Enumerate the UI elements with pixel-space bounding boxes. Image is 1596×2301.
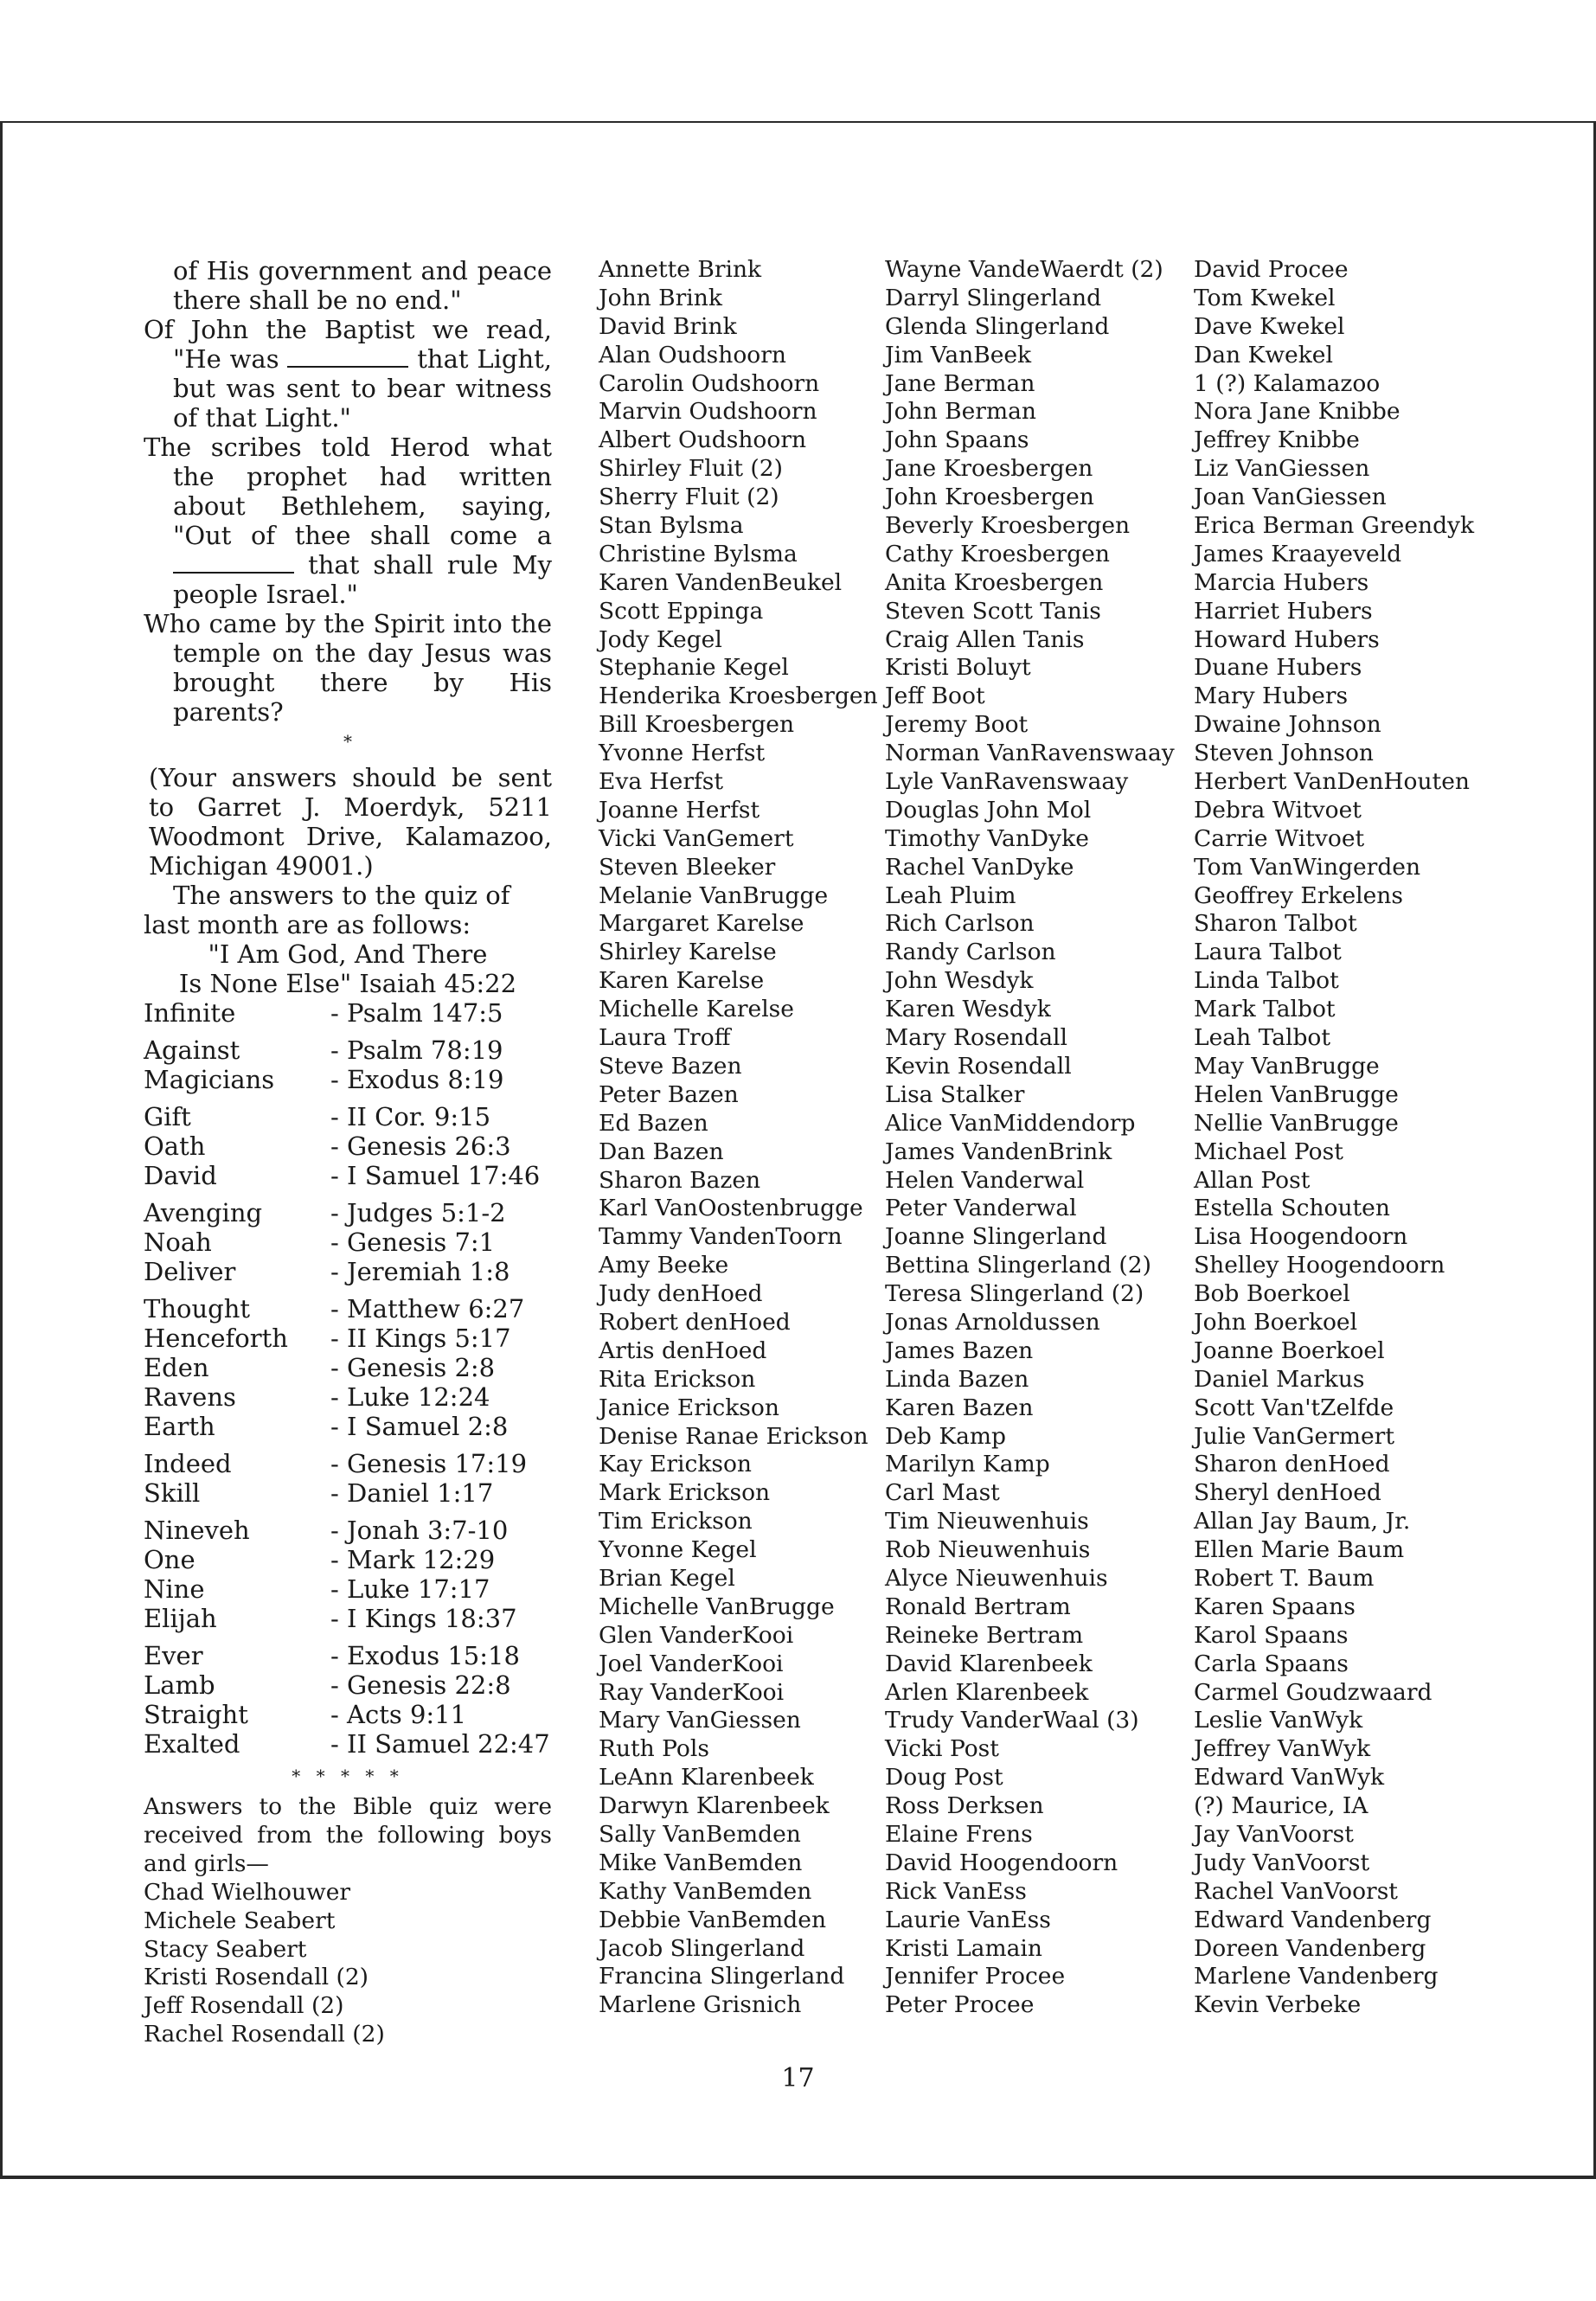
respondent-name: Sherry Fluit (2) — [599, 484, 779, 511]
respondent-name: Shirley Karelse — [599, 939, 777, 966]
respondent-name: James Bazen — [885, 1336, 1034, 1364]
respondent-name: Edward Vandenberg — [1194, 1906, 1432, 1933]
answer-row — [144, 1670, 552, 1700]
quiz-question-john-baptist — [144, 315, 552, 433]
respondent-name: Bettina Slingerland (2) — [885, 1252, 1151, 1279]
answer-row — [144, 1257, 552, 1286]
respondent-name: Jane Kroesbergen — [885, 455, 1093, 483]
respondent-name: Rachel Rosendall (2) — [144, 2021, 385, 2048]
separator-star: * — [343, 731, 352, 752]
respondent-name: Rich Carlson — [885, 910, 1035, 938]
respondent-name: Sheryl denHoed — [1194, 1479, 1381, 1507]
respondent-name: Tim Nieuwenhuis — [885, 1508, 1089, 1535]
respondent-name: James Kraayeveld — [1194, 540, 1402, 567]
respondent-name: Linda Bazen — [885, 1365, 1029, 1393]
answer-reference: - Psalm 78:19 — [330, 1035, 503, 1065]
respondent-name: Francina Slingerland — [599, 1963, 845, 1990]
answer-row — [144, 1574, 552, 1604]
answer-reference: - I Samuel 17:46 — [330, 1161, 541, 1190]
respondent-name: Doug Post — [885, 1764, 1003, 1791]
answer-word: Eden — [144, 1353, 209, 1382]
respondent-name: Elaine Frens — [885, 1820, 1033, 1848]
respondents-column-4 — [1194, 256, 1574, 2020]
question-text-part1: Of John the Baptist we read, "He was — [144, 315, 552, 374]
respondent-name: Dwaine Johnson — [1194, 711, 1381, 739]
respondent-name: Craig Allen Tanis — [885, 625, 1085, 653]
page-number: 17 — [781, 2063, 815, 2093]
respondent-name: Joan VanGiessen — [1194, 484, 1387, 511]
respondent-name: Peter Vanderwal — [885, 1195, 1077, 1222]
respondent-name: Joanne Herfst — [599, 796, 760, 824]
respondent-name: Wayne VandeWaerdt (2) — [885, 256, 1163, 283]
answer-reference: - Genesis 7:1 — [330, 1227, 496, 1257]
answer-blank — [287, 349, 408, 368]
answer-word: Deliver — [144, 1257, 236, 1286]
answer-reference: - II Cor. 9:15 — [330, 1102, 491, 1131]
respondent-name: Peter Procee — [885, 1991, 1035, 2019]
respondent-name: Scott Eppinga — [599, 597, 764, 625]
respondent-name: Nellie VanBrugge — [1194, 1109, 1399, 1137]
respondent-name: David Brink — [599, 312, 737, 340]
respondent-name: Beverly Kroesbergen — [885, 512, 1131, 540]
answer-word: Noah — [144, 1227, 212, 1257]
answer-word: Earth — [144, 1412, 215, 1441]
respondent-name: Mark Talbot — [1194, 996, 1336, 1023]
respondent-name: Jay VanVoorst — [1194, 1820, 1354, 1848]
answer-reference: - Genesis 26:3 — [330, 1131, 511, 1161]
answer-reference: - Judges 5:1-2 — [330, 1198, 506, 1227]
answer-row — [144, 1729, 552, 1759]
respondent-name: Howard Hubers — [1194, 625, 1380, 653]
respondents-column-3 — [885, 256, 1188, 2020]
respondent-name: Judy VanVoorst — [1194, 1849, 1370, 1876]
respondent-name: Ross Derksen — [885, 1792, 1044, 1820]
answer-reference: - Genesis 22:8 — [330, 1670, 511, 1700]
respondent-name: 1 (?) Kalamazoo — [1194, 369, 1381, 397]
respondent-name: Allan Jay Baum, Jr. — [1194, 1508, 1411, 1535]
answer-word: Infinite — [144, 998, 236, 1028]
send-answers-note: (Your answers should be sent to Garret J. Moerdyk, 5211 Woodmont Drive, Kalamazoo, Michigan 49001.) — [149, 763, 552, 881]
respondent-name: Kevin Rosendall — [885, 1052, 1072, 1080]
respondent-name: Debra Witvoet — [1194, 796, 1362, 824]
respondent-name: Robert T. Baum — [1194, 1564, 1375, 1592]
answer-word: Magicians — [144, 1065, 275, 1094]
respondent-name: Alan Oudshoorn — [599, 341, 786, 369]
respondent-name: Tom VanWingerden — [1194, 853, 1421, 881]
respondent-name: Tom Kwekel — [1194, 284, 1336, 311]
respondent-name: Dave Kwekel — [1194, 312, 1345, 340]
answer-reference: - Genesis 17:19 — [330, 1449, 528, 1478]
received-intro: Answers to the Bible quiz were received from the following boys and girls— — [144, 1793, 552, 1877]
answer-row — [144, 1161, 552, 1190]
quiz-question-continuation: of His government and peace there shall be no end." — [173, 256, 552, 315]
respondent-name: Judy denHoed — [599, 1280, 763, 1308]
respondent-name: Michele Seabert — [144, 1907, 336, 1934]
respondent-name: Carl Mast — [885, 1479, 1000, 1507]
respondent-name: Jennifer Procee — [885, 1963, 1066, 1990]
answer-row — [144, 1700, 552, 1729]
respondent-name: Debbie VanBemden — [599, 1906, 827, 1933]
answer-reference: - Acts 9:11 — [330, 1700, 467, 1729]
respondent-name: Sharon Talbot — [1194, 910, 1357, 938]
respondent-list — [144, 1879, 552, 2049]
respondent-name: David Hoogendoorn — [885, 1849, 1118, 1876]
answer-row — [144, 1102, 552, 1131]
respondent-name: Karl VanOostenbrugge — [599, 1195, 863, 1222]
answer-word: Ever — [144, 1641, 203, 1670]
respondent-name: John Boerkoel — [1194, 1308, 1358, 1336]
respondent-name: Shirley Fluit (2) — [599, 455, 783, 483]
respondent-name: Karen Spaans — [1194, 1593, 1356, 1620]
respondent-name: Rita Erickson — [599, 1365, 756, 1393]
respondent-name: Dan Bazen — [599, 1138, 724, 1165]
respondent-name: Kristi Rosendall (2) — [144, 1964, 369, 1991]
respondent-name: Albert Oudshoorn — [599, 426, 807, 454]
respondent-name: Karen Bazen — [885, 1394, 1034, 1421]
quiz-column — [144, 256, 552, 2049]
respondent-name: Darryl Slingerland — [885, 284, 1102, 311]
respondent-name: Melanie VanBrugge — [599, 881, 829, 909]
respondent-name: Karen Wesdyk — [885, 996, 1051, 1023]
respondent-name: David Procee — [1194, 256, 1349, 283]
respondent-name: Michael Post — [1194, 1138, 1343, 1165]
respondent-name: Christine Bylsma — [599, 540, 798, 567]
respondent-name: Eva Herfst — [599, 768, 724, 796]
answer-reference: - II Samuel 22:47 — [330, 1729, 550, 1759]
respondent-name: Anita Kroesbergen — [885, 568, 1104, 596]
respondent-name: May VanBrugge — [1194, 1052, 1380, 1080]
respondent-name: Leah Pluim — [885, 881, 1016, 909]
answers-intro: The answers to the quiz of last month are as follows: — [144, 881, 510, 939]
respondent-name: Dan Kwekel — [1194, 341, 1333, 369]
respondent-name: Rick VanEss — [885, 1877, 1027, 1905]
respondent-name: Cathy Kroesbergen — [885, 540, 1110, 567]
respondent-name: Marvin Oudshoorn — [599, 398, 817, 426]
respondent-name: Kristi Lamain — [885, 1934, 1042, 1962]
respondent-name: Bill Kroesbergen — [599, 711, 795, 739]
answer-word: Exalted — [144, 1729, 240, 1759]
respondent-name: John Berman — [885, 398, 1036, 426]
respondent-name: Marlene Grisnich — [599, 1991, 802, 2019]
respondents-column-2 — [599, 256, 878, 2020]
respondent-name: Mary VanGiessen — [599, 1707, 801, 1734]
answer-word: Against — [144, 1035, 240, 1065]
respondent-name: Kristi Boluyt — [885, 654, 1031, 682]
respondent-name: Steven Johnson — [1194, 740, 1374, 767]
respondent-name: Deb Kamp — [885, 1422, 1007, 1450]
answer-word: Elijah — [144, 1604, 217, 1633]
respondent-name: Amy Beeke — [599, 1252, 729, 1279]
respondent-name: Carla Spaans — [1194, 1650, 1349, 1677]
respondent-name: Scott Van'tZelfde — [1194, 1394, 1394, 1421]
respondent-name: Karol Spaans — [1194, 1621, 1349, 1649]
respondent-name: Tim Erickson — [599, 1508, 753, 1535]
question-text-part2: that shall rule My people Israel." — [173, 550, 553, 609]
answer-reference: - Daniel 1:17 — [330, 1478, 494, 1508]
answer-blank — [173, 554, 294, 574]
answer-row — [144, 1516, 552, 1545]
respondent-name: Carrie Witvoet — [1194, 824, 1365, 852]
respondent-name: Trudy VanderWaal (3) — [885, 1707, 1139, 1734]
respondent-name: Ed Bazen — [599, 1109, 708, 1137]
respondent-name: Vicki Post — [885, 1735, 999, 1763]
answer-row — [144, 1449, 552, 1478]
respondent-name: Stephanie Kegel — [599, 654, 789, 682]
respondent-name: Steven Bleeker — [599, 853, 776, 881]
answer-word: Lamb — [144, 1670, 215, 1700]
respondent-name: Carolin Oudshoorn — [599, 369, 820, 397]
answer-word: One — [144, 1545, 195, 1574]
answer-word: Nine — [144, 1574, 205, 1604]
respondent-name: John Kroesbergen — [885, 484, 1094, 511]
respondent-name: LeAnn Klarenbeek — [599, 1764, 814, 1791]
respondent-name: Lisa Stalker — [885, 1080, 1025, 1108]
respondent-name: John Wesdyk — [885, 967, 1034, 995]
respondent-name: Ronald Bertram — [885, 1593, 1071, 1620]
respondent-name: John Brink — [599, 284, 722, 311]
respondent-name: Jeremy Boot — [885, 711, 1029, 739]
respondent-name: Jacob Slingerland — [599, 1934, 805, 1962]
respondent-name: Jeffrey Knibbe — [1194, 426, 1360, 454]
respondent-name: Annette Brink — [599, 256, 762, 283]
answer-word: Henceforth — [144, 1324, 288, 1353]
respondent-name: Steve Bazen — [599, 1052, 742, 1080]
respondent-name: Artis denHoed — [599, 1336, 767, 1364]
respondent-name: Vicki VanGemert — [599, 824, 794, 852]
respondent-name: Sally VanBemden — [599, 1820, 801, 1848]
answer-row — [144, 1324, 552, 1353]
respondent-name: Jane Berman — [885, 369, 1035, 397]
respondent-name: Daniel Markus — [1194, 1365, 1365, 1393]
respondent-name: Jeffrey VanWyk — [1194, 1735, 1371, 1763]
respondent-name: Karen Karelse — [599, 967, 765, 995]
answer-row — [144, 1545, 552, 1574]
respondent-name: Joel VanderKooi — [599, 1650, 784, 1677]
respondent-name: Duane Hubers — [1194, 654, 1362, 682]
answer-row — [144, 1035, 552, 1065]
answer-word: Avenging — [144, 1198, 263, 1227]
answer-reference: - I Kings 18:37 — [330, 1604, 517, 1633]
respondent-name: Kay Erickson — [599, 1451, 752, 1478]
respondent-name: Nora Jane Knibbe — [1194, 398, 1401, 426]
respondent-name: Peter Bazen — [599, 1080, 739, 1108]
respondent-name: (?) Maurice, IA — [1194, 1792, 1368, 1820]
respondent-name: Mary Hubers — [1194, 683, 1349, 710]
respondent-name: Alyce Nieuwenhuis — [885, 1564, 1108, 1592]
quiz-title-line2: Is None Else" Isaiah 45:22 — [178, 969, 517, 998]
quiz-title-line1: "I Am God, And There — [208, 939, 488, 969]
respondent-name: Michelle VanBrugge — [599, 1593, 835, 1620]
respondent-name: Mike VanBemden — [599, 1849, 803, 1876]
respondent-name: Douglas John Mol — [885, 796, 1092, 824]
answer-row — [144, 1353, 552, 1382]
answer-reference: - Exodus 8:19 — [330, 1065, 504, 1094]
answer-row — [144, 1065, 552, 1094]
answer-reference: - Mark 12:29 — [330, 1545, 496, 1574]
respondent-name: Marlene Vandenberg — [1194, 1963, 1439, 1990]
respondent-name: Jonas Arnoldussen — [885, 1308, 1100, 1336]
respondent-name: Yvonne Kegel — [599, 1536, 757, 1564]
answer-key — [144, 998, 552, 1759]
respondent-name: Michelle Karelse — [599, 996, 794, 1023]
respondent-name: Joanne Boerkoel — [1194, 1336, 1385, 1364]
respondent-name: Tammy VandenToorn — [599, 1223, 843, 1251]
separator-stars: * * * * * — [292, 1766, 404, 1786]
respondent-name: Glenda Slingerland — [885, 312, 1110, 340]
respondent-name: Reineke Bertram — [885, 1621, 1084, 1649]
respondent-name: Allan Post — [1194, 1166, 1311, 1194]
page-border-bottom — [0, 2176, 1596, 2179]
respondent-name: Herbert VanDenHouten — [1194, 768, 1470, 796]
answer-reference: - Jeremiah 1:8 — [330, 1257, 510, 1286]
answer-row — [144, 1641, 552, 1670]
respondent-name: Leah Talbot — [1194, 1024, 1331, 1052]
respondent-name: Joanne Slingerland — [885, 1223, 1107, 1251]
respondent-name: Leslie VanWyk — [1194, 1707, 1363, 1734]
question-text-part2: that Light, but was sent to bear witness of that Light." — [173, 344, 553, 433]
respondent-name: Carmel Goudzwaard — [1194, 1678, 1433, 1706]
answer-row — [144, 1198, 552, 1227]
respondent-name: Lisa Hoogendoorn — [1194, 1223, 1408, 1251]
respondent-name: Alice VanMiddendorp — [885, 1109, 1136, 1137]
respondent-name: Randy Carlson — [885, 939, 1056, 966]
quiz-question-bethlehem — [144, 433, 552, 609]
answer-row — [144, 998, 552, 1028]
answer-word: Skill — [144, 1478, 201, 1508]
answer-word: Indeed — [144, 1449, 232, 1478]
respondent-name: Erica Berman Greendyk — [1194, 512, 1475, 540]
answer-row — [144, 1294, 552, 1324]
respondent-name: Teresa Slingerland (2) — [885, 1280, 1144, 1308]
respondent-name: Karen VandenBeukel — [599, 568, 843, 596]
answer-row — [144, 1131, 552, 1161]
respondent-name: Laura Troff — [599, 1024, 731, 1052]
respondent-name: Kathy VanBemden — [599, 1877, 812, 1905]
answer-reference: - II Kings 5:17 — [330, 1324, 511, 1353]
answer-word: Straight — [144, 1700, 248, 1729]
respondent-name: Geoffrey Erkelens — [1194, 881, 1403, 909]
page-border-left — [0, 121, 3, 2178]
respondent-name: Timothy VanDyke — [885, 824, 1089, 852]
respondent-name: Norman VanRavenswaay — [885, 740, 1175, 767]
respondent-name: Robert denHoed — [599, 1308, 791, 1336]
respondent-name: Stan Bylsma — [599, 512, 744, 540]
respondent-name: Chad Wielhouwer — [144, 1878, 351, 1906]
respondent-name: Yvonne Herfst — [599, 740, 766, 767]
answer-word: Thought — [144, 1294, 251, 1324]
respondent-name: Ray VanderKooi — [599, 1678, 785, 1706]
respondent-name: Sharon Bazen — [599, 1166, 761, 1194]
respondent-name: Laurie VanEss — [885, 1906, 1051, 1933]
respondent-name: Shelley Hoogendoorn — [1194, 1252, 1445, 1279]
respondent-name: Helen VanBrugge — [1194, 1080, 1399, 1108]
answer-reference: - Luke 12:24 — [330, 1382, 490, 1412]
respondent-name: David Klarenbeek — [885, 1650, 1093, 1677]
respondent-name: Glen VanderKooi — [599, 1621, 794, 1649]
respondent-name: Arlen Klarenbeek — [885, 1678, 1089, 1706]
respondent-name: Margaret Karelse — [599, 910, 804, 938]
respondent-name: Steven Scott Tanis — [885, 597, 1101, 625]
respondent-name: Henderika Kroesbergen — [599, 683, 878, 710]
answer-word: Ravens — [144, 1382, 236, 1412]
respondent-name: Doreen Vandenberg — [1194, 1934, 1426, 1962]
respondent-name: Brian Kegel — [599, 1564, 735, 1592]
respondent-name: Sharon denHoed — [1194, 1451, 1390, 1478]
respondent-name: Jeff Boot — [885, 683, 985, 710]
respondent-name: Bob Boerkoel — [1194, 1280, 1350, 1308]
answer-row — [144, 1227, 552, 1257]
respondent-name: Lyle VanRavenswaay — [885, 768, 1129, 796]
answer-reference: - Genesis 2:8 — [330, 1353, 496, 1382]
answer-word: David — [144, 1161, 217, 1190]
respondent-name: Edward VanWyk — [1194, 1764, 1385, 1791]
respondent-name: Linda Talbot — [1194, 967, 1339, 995]
respondent-name: Marilyn Kamp — [885, 1451, 1050, 1478]
respondent-name: Stacy Seabert — [144, 1935, 307, 1963]
respondent-name: Jim VanBeek — [885, 341, 1032, 369]
respondent-name: Harriet Hubers — [1194, 597, 1373, 625]
respondent-name: Estella Schouten — [1194, 1195, 1390, 1222]
respondent-name: Ellen Marie Baum — [1194, 1536, 1405, 1564]
respondent-name: Jody Kegel — [599, 625, 722, 653]
answer-row — [144, 1478, 552, 1508]
answer-row — [144, 1412, 552, 1441]
respondent-name: Kevin Verbeke — [1194, 1991, 1362, 2019]
answer-reference: - Matthew 6:27 — [330, 1294, 525, 1324]
respondent-name: Rachel VanVoorst — [1194, 1877, 1398, 1905]
answer-reference: - Jonah 3:7-10 — [330, 1516, 509, 1545]
answer-word: Nineveh — [144, 1516, 250, 1545]
quiz-question-temple: Who came by the Spirit into the temple on the day Jesus was brought there by His parents? — [144, 609, 552, 727]
respondent-name: Janice Erickson — [599, 1394, 779, 1421]
respondent-name: Liz VanGiessen — [1194, 455, 1370, 483]
respondent-name: Denise Ranae Erickson — [599, 1422, 869, 1450]
answer-row — [144, 1382, 552, 1412]
answer-reference: - Exodus 15:18 — [330, 1641, 520, 1670]
respondent-name: John Spaans — [885, 426, 1029, 454]
respondent-name: Rachel VanDyke — [885, 853, 1074, 881]
respondent-name: Darwyn Klarenbeek — [599, 1792, 830, 1820]
answer-reference: - I Samuel 2:8 — [330, 1412, 509, 1441]
respondent-name: Helen Vanderwal — [885, 1166, 1085, 1194]
respondent-name: Rob Nieuwenhuis — [885, 1536, 1091, 1564]
answer-word: Oath — [144, 1131, 206, 1161]
respondent-name: Marcia Hubers — [1194, 568, 1369, 596]
page-border-top — [0, 121, 1596, 123]
answer-word: Gift — [144, 1102, 191, 1131]
respondent-name: Mary Rosendall — [885, 1024, 1067, 1052]
respondent-name: Jeff Rosendall (2) — [144, 1992, 344, 2020]
answer-reference: - Luke 17:17 — [330, 1574, 490, 1604]
answer-row — [144, 1604, 552, 1633]
answer-reference: - Psalm 147:5 — [330, 998, 503, 1028]
question-text-part1: The scribes told Herod what the prophet had written about Bethlehem, saying, "Out of thee shall come a — [144, 433, 552, 550]
respondent-name: Ruth Pols — [599, 1735, 709, 1763]
respondent-name: Laura Talbot — [1194, 939, 1342, 966]
respondent-name: James VandenBrink — [885, 1138, 1112, 1165]
respondent-name: Mark Erickson — [599, 1479, 771, 1507]
respondent-name: Julie VanGermert — [1194, 1422, 1394, 1450]
